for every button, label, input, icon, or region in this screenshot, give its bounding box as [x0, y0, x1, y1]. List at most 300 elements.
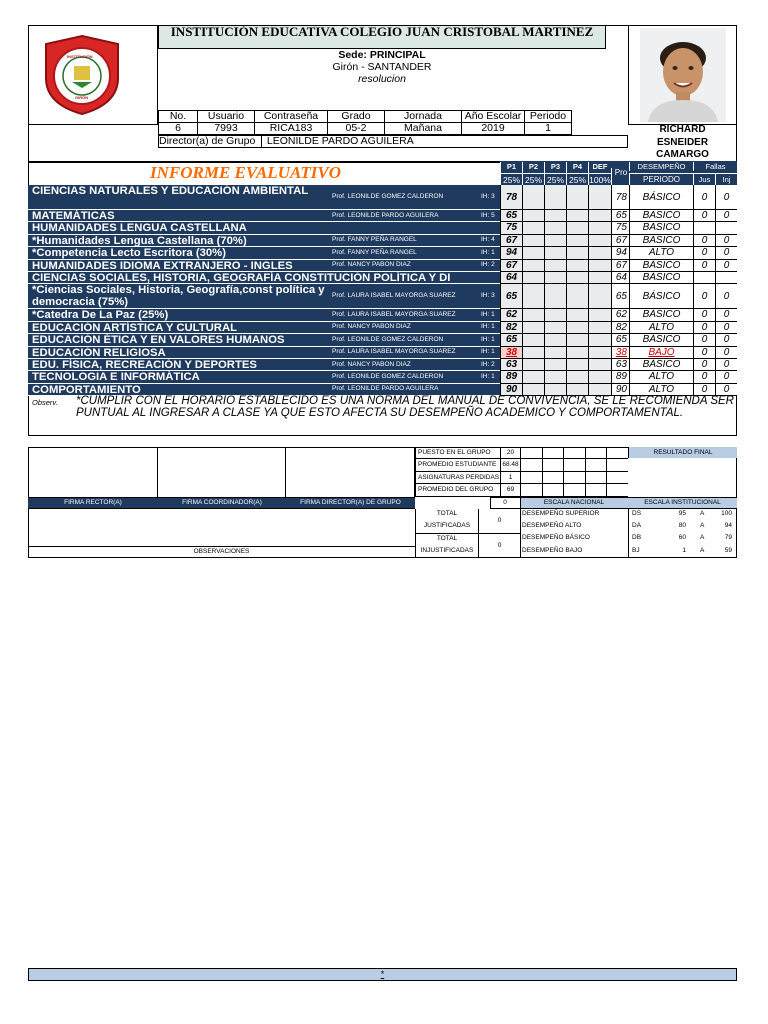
grade-empty-cell: [588, 347, 611, 359]
fallas-inj: 0: [715, 260, 737, 272]
subject-name: *Humanidades Lengua Castellana (70%): [32, 234, 247, 247]
scale-to: 59: [724, 546, 732, 554]
stat-value: 1: [500, 472, 520, 484]
stat-label: ASIGNATURAS PERDIDAS: [415, 472, 500, 484]
school-logo: [38, 32, 126, 116]
scale-from: 80: [678, 522, 686, 530]
info-value-cell: Mañana: [385, 123, 462, 135]
subject-row: [28, 222, 737, 234]
grade-p1: 75: [500, 222, 522, 234]
grade-pro: 78: [611, 185, 629, 210]
subject-teacher: Prof. NANCY PABON DIAZ: [332, 323, 411, 331]
grade-desempeno: BÁSICO: [629, 185, 693, 210]
grade-pro: 94: [611, 247, 629, 259]
period-weight: 25%: [522, 173, 544, 185]
grade-empty-cell: [522, 284, 544, 309]
stat-empty-cell: [520, 484, 542, 496]
subject-name: CIENCIAS NATURALES Y EDUCACIÓN AMBIENTAL: [32, 185, 309, 197]
subject-row: [28, 322, 737, 334]
info-header-cell: Grado: [328, 111, 385, 123]
scale-name: DESEMPEÑO ALTO: [522, 522, 582, 530]
fallas-inj: 0: [715, 210, 737, 222]
grade-pro: 64: [611, 272, 629, 284]
period-weight: 25%: [500, 173, 522, 185]
stat-empty-cell: [520, 447, 542, 459]
scale-from: 60: [678, 534, 686, 542]
grade-pro: 63: [611, 359, 629, 371]
grade-pro: 65: [611, 334, 629, 346]
subject-teacher: Prof. LAURA ISABEL MAYORGA SUAREZ: [332, 348, 456, 356]
escala-institucional-label: ESCALA INSTITUCIONAL: [644, 499, 721, 506]
grade-desempeno: BÁSICO: [629, 334, 693, 346]
info-header-cell: Periodo: [525, 111, 572, 123]
grade-empty-cell: [566, 222, 588, 234]
subject-teacher: Prof. LEONILDE PARDO AGUILERA: [332, 385, 439, 393]
fallas-jus: 0: [693, 371, 715, 383]
subject-teacher: Prof. LEONILDE PARDO AGUILERA: [332, 211, 439, 219]
student-name-line-3: CAMARGO: [656, 149, 709, 160]
stat-empty-cell: [563, 484, 585, 496]
logo-text-bottom: GIRÓN: [75, 95, 89, 100]
firma-rector-label: FIRMA RECTOR(A): [64, 499, 122, 506]
stat-empty-cell: [585, 459, 607, 471]
grade-empty-cell: [588, 309, 611, 321]
stat-empty-cell: [606, 472, 628, 484]
scale-a: A: [700, 534, 705, 542]
grade-desempeno: BÁSICO: [629, 309, 693, 321]
info-value-cell: 6: [159, 123, 198, 135]
grade-desempeno: BÁSICO: [629, 210, 693, 222]
fallas-inj: 0: [715, 235, 737, 247]
scale-a: A: [700, 522, 705, 530]
info-header-cell: Jornada: [385, 111, 462, 123]
subject-hours: IH: 1: [481, 248, 495, 256]
grade-empty-cell: [544, 210, 566, 222]
stat-empty-cell: [606, 484, 628, 496]
grade-p1: 82: [500, 322, 522, 334]
grade-empty-cell: [522, 309, 544, 321]
period-weight: 100%: [589, 175, 611, 185]
stat-label: PROMEDIO DEL GRUPO: [415, 484, 500, 496]
fallas-inj: 0: [715, 347, 737, 359]
total-injust-label-1: TOTAL: [436, 535, 458, 542]
info-header-cell: No.: [159, 111, 198, 123]
grade-empty-cell: [566, 284, 588, 309]
subject-name: *Ciencias Sociales, Historia, Geografía,const política y democracia (75%): [32, 284, 325, 309]
stat-empty-cell: [520, 472, 542, 484]
grade-desempeno: BÁSICO: [629, 222, 693, 234]
subject-hours: IH: 1: [481, 311, 495, 319]
grade-empty-cell: [522, 371, 544, 383]
fallas-jus: 0: [693, 284, 715, 309]
grade-pro: 67: [611, 260, 629, 272]
student-name-line-2: ESNEIDER: [656, 136, 709, 148]
grade-pro: 65: [611, 284, 629, 309]
total-injust-value: 0: [497, 542, 502, 549]
subject-row: [28, 260, 737, 272]
fallas-jus: 0: [693, 210, 715, 222]
grade-p1: 94: [500, 247, 522, 259]
subject-row: [28, 247, 737, 259]
grade-empty-cell: [522, 334, 544, 346]
grade-p1: 67: [500, 235, 522, 247]
observation-label: Observ.: [32, 398, 58, 407]
info-header-cell: Año Escolar: [462, 111, 525, 123]
subject-row: [28, 235, 737, 247]
fallas-jus: 0: [693, 347, 715, 359]
scale-name: DESEMPEÑO BAJO: [522, 546, 583, 554]
total-just-label-2: JUSTIFICADAS: [423, 522, 471, 529]
bottom-bar: [28, 968, 737, 981]
grade-p1: 65: [500, 284, 522, 309]
grade-pro: 90: [611, 384, 629, 396]
fallas-inj: 0: [715, 309, 737, 321]
subject-row: [28, 347, 737, 359]
subject-hours: IH: 3: [481, 292, 495, 300]
subject-name: *Competencia Lecto Escritora (30%): [32, 247, 226, 260]
grade-empty-cell: [522, 247, 544, 259]
report-title: INFORME EVALUATIVO: [150, 163, 341, 182]
grade-pro: 65: [611, 210, 629, 222]
signature-coordinador-box: [158, 447, 286, 497]
grade-pro: 82: [611, 322, 629, 334]
fallas-inj: 0: [715, 322, 737, 334]
grade-empty-cell: [588, 334, 611, 346]
grade-empty-cell: [522, 210, 544, 222]
firma-director-label: FIRMA DIRECTOR(A) DE GRUPO: [300, 499, 401, 506]
grade-empty-cell: [566, 235, 588, 247]
grade-empty-cell: [544, 309, 566, 321]
grade-pro: 67: [611, 235, 629, 247]
subject-hours: IH: 1: [481, 348, 495, 356]
just-vline: [478, 509, 479, 558]
subject-hours: IH: 5: [481, 211, 495, 219]
scale-a: A: [700, 546, 705, 554]
grade-empty-cell: [588, 210, 611, 222]
subject-row: [28, 210, 737, 222]
subject-name: *Catedra De La Paz (25%): [32, 309, 169, 322]
grade-p1: 38: [500, 347, 522, 359]
grade-empty-cell: [522, 272, 544, 284]
grade-p1: 65: [500, 334, 522, 346]
fallas-jus: 0: [693, 309, 715, 321]
fallas-inj: 0: [715, 334, 737, 346]
subject-name: EDUCACIÓN ÉTICA Y EN VALORES HUMANOS: [32, 334, 285, 347]
fallas-inj: 0: [715, 185, 737, 210]
grade-empty-cell: [544, 235, 566, 247]
grade-empty-cell: [588, 247, 611, 259]
logo-text-top: INSTITUCIÓN: [67, 54, 93, 59]
resolution-label: resolucion: [358, 73, 406, 85]
student-photo: [640, 28, 726, 122]
grade-desempeno: BAJO: [629, 347, 693, 359]
fallas-label: Fallas: [693, 162, 737, 171]
scale-code: DA: [632, 522, 642, 530]
student-name: [628, 124, 737, 162]
grade-desempeno: BÁSICO: [629, 272, 693, 284]
fallas-jus: 0: [693, 384, 715, 396]
sede-label: Sede: PRINCIPAL: [338, 49, 426, 61]
subject-hours: IH: 4: [481, 236, 495, 244]
grade-empty-cell: [566, 359, 588, 371]
city-label: Girón - SANTANDER: [332, 61, 432, 73]
bottom-bar-text: *: [380, 969, 385, 979]
subject-row: [28, 371, 737, 383]
grade-empty-cell: [588, 260, 611, 272]
period-label: P3: [544, 162, 566, 173]
stat-empty-cell: [563, 459, 585, 471]
subject-name: CIENCIAS SOCIALES, HISTORIA, GEOGRAFÍA CONSTITUCIÓN POLÍTICA Y DI: [32, 272, 451, 284]
grade-desempeno: ALTO: [629, 371, 693, 383]
inj-label: Inj: [715, 173, 737, 185]
subject-name: EDUCACIÓN RELIGIOSA: [32, 346, 166, 359]
tot-fall-est-label: TOT FALL EST: [435, 498, 480, 505]
observaciones-label: OBSERVACIONES: [193, 548, 250, 555]
grade-empty-cell: [566, 371, 588, 383]
student-name-line-1: RICHARD: [659, 124, 706, 135]
scale-divider: [628, 509, 629, 558]
scale-divider-left: [520, 509, 521, 558]
subject-row: [28, 284, 737, 309]
observaciones-label-row: [28, 546, 415, 558]
scale-name: DESEMPEÑO SUPERIOR: [522, 510, 600, 517]
stat-label: PROMEDIO ESTUDIANTE: [415, 459, 500, 471]
stat-empty-cell: [542, 484, 564, 496]
period-weight: 25%: [544, 173, 566, 185]
student-info-table: [158, 110, 572, 135]
period-label: P2: [522, 162, 544, 173]
grade-desempeno: BÁSICO: [629, 260, 693, 272]
grade-empty-cell: [566, 309, 588, 321]
grade-empty-cell: [588, 359, 611, 371]
grade-empty-cell: [522, 185, 544, 210]
grade-p1: 78: [500, 185, 522, 210]
subject-hours: IH: 1: [481, 323, 495, 331]
grade-empty-cell: [566, 272, 588, 284]
subject-hours: IH: 1: [481, 373, 495, 381]
stat-empty-cell: [542, 447, 564, 459]
grade-empty-cell: [522, 347, 544, 359]
subject-name: TECNOLOGIA E INFORMÁTICA: [32, 371, 200, 384]
grade-empty-cell: [522, 359, 544, 371]
fallas-inj: [715, 222, 737, 234]
grade-empty-cell: [588, 371, 611, 383]
signature-label-row: [28, 497, 415, 509]
stat-empty-cell: [520, 459, 542, 471]
stat-value: 69: [500, 484, 520, 496]
grade-desempeno: BÁSICO: [629, 235, 693, 247]
grade-desempeno: BÁSICO: [629, 284, 693, 309]
subject-hours: IH: 3: [481, 193, 495, 200]
grade-empty-cell: [544, 222, 566, 234]
pro-label: Pro: [611, 168, 630, 185]
subject-hours: IH: 2: [481, 360, 495, 368]
stat-empty-cell: [585, 472, 607, 484]
fallas-inj: 0: [715, 384, 737, 396]
subject-teacher: Prof. LEONILDE GOMEZ CALDERON: [332, 193, 444, 200]
grade-empty-cell: [588, 322, 611, 334]
grade-empty-cell: [588, 235, 611, 247]
stat-value: 68.48: [500, 459, 520, 471]
grade-desempeno: ALTO: [629, 247, 693, 259]
scale-to: 100: [721, 510, 732, 517]
subject-teacher: Prof. LAURA ISABEL MAYORGA SUAREZ: [332, 311, 456, 319]
subject-hours: IH: 1: [481, 335, 495, 343]
stat-empty-cell: [606, 447, 628, 459]
grade-pro: 38: [611, 347, 629, 359]
grade-empty-cell: [522, 260, 544, 272]
scale-a: A: [700, 510, 705, 517]
signature-rector-box: [28, 447, 158, 497]
subject-name: HUMANIDADES LENGUA CASTELLANA: [32, 222, 247, 235]
subject-teacher: Prof. LEONILDE GOMEZ CALDERON: [332, 373, 444, 381]
subject-teacher: Prof. NANCY PABON DIAZ: [332, 360, 411, 368]
fallas-inj: [715, 272, 737, 284]
grade-pro: 89: [611, 371, 629, 383]
stat-empty-cell: [563, 447, 585, 459]
subject-row: [28, 272, 737, 284]
subject-row: [28, 309, 737, 321]
grade-empty-cell: [544, 371, 566, 383]
info-value-cell: 7993: [198, 123, 255, 135]
jus-label: Jus: [693, 173, 715, 185]
total-injust-label-2: INJUSTIFICADAS: [420, 547, 474, 554]
grade-pro: 62: [611, 309, 629, 321]
fallas-jus: 0: [693, 260, 715, 272]
info-header-cell: Contraseña: [255, 111, 328, 123]
subject-row: [28, 185, 737, 210]
grade-desempeno: BÁSICO: [629, 359, 693, 371]
grade-empty-cell: [566, 260, 588, 272]
subject-name: MATEMÁTICAS: [32, 210, 115, 222]
scale-code: BJ: [632, 546, 640, 554]
grade-empty-cell: [522, 222, 544, 234]
grade-empty-cell: [544, 272, 566, 284]
grade-empty-cell: [588, 185, 611, 210]
info-value-cell: 1: [525, 123, 572, 135]
grade-p1: 89: [500, 371, 522, 383]
total-just-value: 0: [497, 517, 502, 524]
total-just-label-1: TOTAL: [436, 510, 458, 517]
director-label: Director(a) de Grupo: [159, 136, 262, 147]
period-label: DEF: [588, 162, 611, 173]
info-value-cell: RICA183: [255, 123, 328, 135]
grade-p1: 67: [500, 260, 522, 272]
fallas-inj: 0: [715, 359, 737, 371]
stat-value: 20: [500, 447, 520, 459]
grade-empty-cell: [544, 260, 566, 272]
fallas-jus: [693, 222, 715, 234]
subject-teacher: Prof. LAURA ISABEL MAYORGA SUAREZ: [332, 292, 456, 300]
fallas-jus: 0: [693, 334, 715, 346]
stat-empty-cell: [585, 484, 607, 496]
stat-empty-cell: [606, 459, 628, 471]
scale-to: 79: [724, 534, 732, 542]
fallas-jus: 0: [693, 359, 715, 371]
subject-teacher: Prof. FANNY PEÑA RANGEL: [332, 236, 417, 244]
subject-hours: IH: 2: [481, 261, 495, 269]
grade-p1: 63: [500, 359, 522, 371]
grade-empty-cell: [544, 322, 566, 334]
subject-teacher: Prof. LEONILDE GOMEZ CALDERON: [332, 335, 444, 343]
scale-to: 94: [724, 522, 732, 530]
director-value: LEONILDE PARDO AGUILERA: [266, 135, 414, 147]
grade-empty-cell: [588, 284, 611, 309]
director-row: [158, 135, 628, 148]
grade-empty-cell: [566, 334, 588, 346]
grade-empty-cell: [544, 334, 566, 346]
stat-empty-cell: [563, 472, 585, 484]
grade-empty-cell: [544, 284, 566, 309]
fallas-jus: 0: [693, 322, 715, 334]
grade-empty-cell: [566, 210, 588, 222]
resultado-final-header: RESULTADO FINAL: [628, 447, 737, 458]
observation-text: *CUMPLIR CON EL HORARIO ESTABLECIDO ES UNA NORMA DEL MANUAL DE CONVIVENCIA, SE LE RECOMIENDA SER PUNTUAL AL INGRESAR A CLASE YA QUE ESTO AFECTA SU DESEMPEÑO ACADEMICO Y COMPORTAMENTAL.: [76, 395, 734, 419]
grade-empty-cell: [566, 322, 588, 334]
grade-empty-cell: [566, 247, 588, 259]
subject-name: EDU. FÍSICA, RECREACIÓN Y DEPORTES: [32, 359, 257, 371]
scale-code: DS: [632, 510, 642, 517]
fallas-inj: 0: [715, 371, 737, 383]
grade-p1: 62: [500, 309, 522, 321]
fallas-jus: 0: [693, 185, 715, 210]
subject-name: COMPORTAMIENTO: [32, 383, 141, 396]
grade-empty-cell: [588, 272, 611, 284]
scale-name: DESEMPEÑO BÁSICO: [522, 534, 590, 542]
firma-coordinador-label: FIRMA COORDINADOR(A): [182, 499, 262, 506]
signature-director-box: [286, 447, 415, 497]
info-header-cell: Usuario: [198, 111, 255, 123]
subject-row: [28, 334, 737, 346]
grade-empty-cell: [522, 235, 544, 247]
fallas-inj: 0: [715, 247, 737, 259]
subject-teacher: Prof. NANCY PABON DIAZ: [332, 261, 411, 269]
grade-empty-cell: [588, 222, 611, 234]
stat-empty-cell: [585, 447, 607, 459]
grade-empty-cell: [544, 347, 566, 359]
just-divider: [416, 533, 521, 534]
just-block: [415, 509, 520, 558]
grade-empty-cell: [544, 359, 566, 371]
period-weight: 25%: [566, 173, 588, 185]
stat-empty-cell: [542, 472, 564, 484]
info-value-cell: 05-2: [328, 123, 385, 135]
scale-from: 1: [682, 546, 686, 554]
subject-teacher: Prof. FANNY PEÑA RANGEL: [332, 248, 417, 256]
institution-title: INSTITUCIÓN EDUCATIVA COLEGIO JUAN CRISTOBAL MARTINEZ: [158, 25, 606, 49]
grade-p1: 90: [500, 384, 522, 396]
tot-fall-est-value-text: 0: [503, 499, 507, 506]
grade-desempeno: ALTO: [629, 384, 693, 396]
fallas-jus: [693, 272, 715, 284]
subject-name: EDUCACIÓN ARTÍSTICA Y CULTURAL: [32, 321, 238, 334]
grade-desempeno: ALTO: [629, 322, 693, 334]
grade-empty-cell: [566, 185, 588, 210]
escala-nacional-label: ESCALA NACIONAL: [543, 499, 605, 506]
desempeno-label: DESEMPEÑO: [629, 162, 693, 171]
grade-empty-cell: [544, 185, 566, 210]
fallas-jus: 0: [693, 247, 715, 259]
grade-empty-cell: [544, 247, 566, 259]
period-label: P1: [500, 162, 522, 173]
periodo-label: PERIODO: [629, 173, 693, 185]
info-value-cell: 2019: [462, 123, 525, 135]
scale-from: 95: [678, 510, 686, 517]
stat-empty-cell: [542, 459, 564, 471]
grade-p1: 64: [500, 272, 522, 284]
grade-pro: 75: [611, 222, 629, 234]
scale-code: DB: [632, 534, 642, 542]
